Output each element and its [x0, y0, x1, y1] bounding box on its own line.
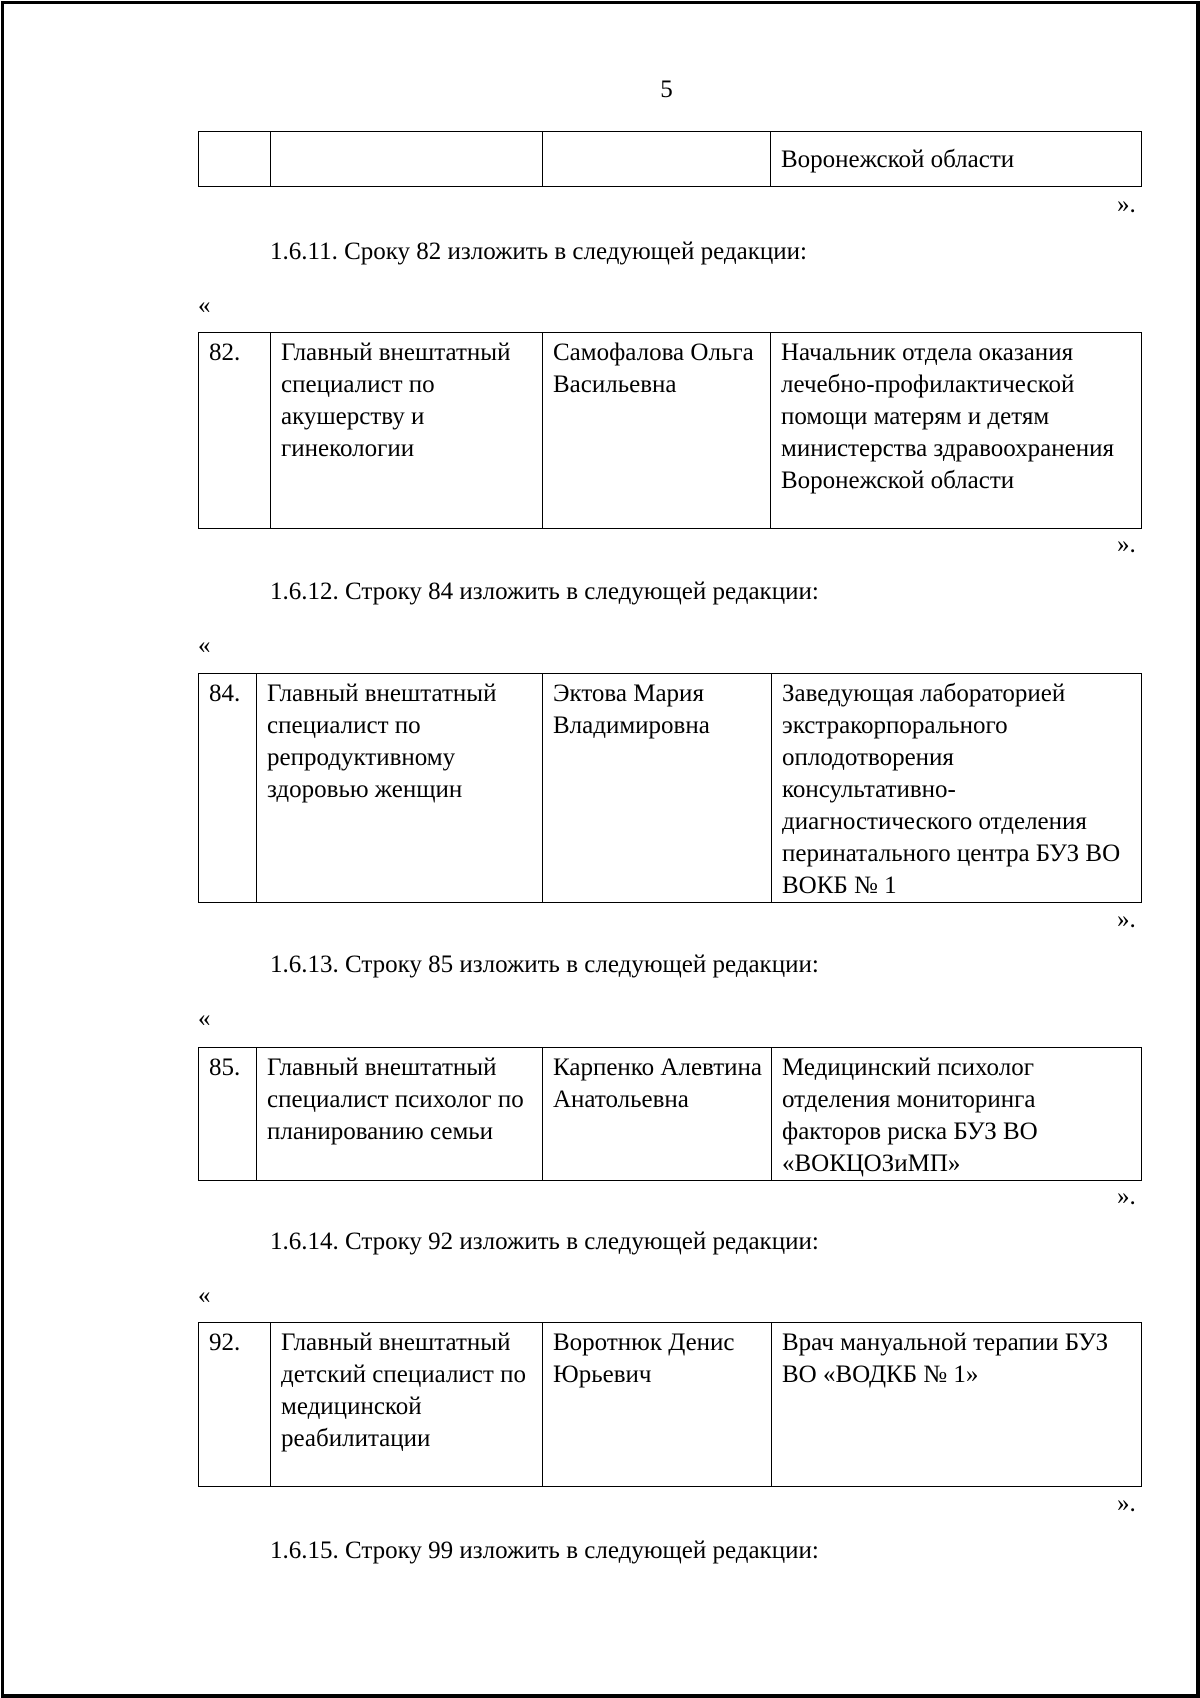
table-row	[199, 333, 1142, 529]
cell-workplace: Заведующая лабораторией экстракорпорального оплодотворения консультативно-диагностического отделения перинатального центра БУЗ ВО ВОКБ № 1	[772, 674, 1142, 903]
row-85-table	[198, 1047, 1142, 1181]
cell-workplace: Начальник отдела оказания лечебно-профилактической помощи матерям и детям министерства здравоохранения Воронежской области	[771, 333, 1142, 529]
section-heading-99: 1.6.15. Строку 99 изложить в следующей редакции:	[270, 1537, 819, 1564]
opening-quote: «	[198, 1005, 211, 1032]
cell-number: 84.	[199, 674, 257, 903]
opening-quote: «	[198, 292, 211, 319]
table-row	[199, 1048, 1142, 1181]
cell-number: 85.	[199, 1048, 257, 1181]
cell-workplace: Врач мануальной терапии БУЗ ВО «ВОДКБ № 1»	[772, 1323, 1142, 1487]
page-number: 5	[660, 76, 673, 103]
cell-name: Воротнюк Денис Юрьевич	[543, 1323, 772, 1487]
cell-number: 92.	[199, 1323, 271, 1487]
section-heading-82: 1.6.11. Сроку 82 изложить в следующей редакции:	[270, 238, 807, 265]
continuation-table	[198, 131, 1142, 187]
cell-workplace: Воронежской области	[771, 132, 1142, 187]
section-heading-84: 1.6.12. Строку 84 изложить в следующей редакции:	[270, 578, 819, 605]
cell-number	[199, 132, 271, 187]
section-heading-92: 1.6.14. Строку 92 изложить в следующей редакции:	[270, 1228, 819, 1255]
row-84-table	[198, 673, 1142, 903]
table-row	[199, 132, 1142, 187]
cell-position	[271, 132, 543, 187]
cell-position: Главный внештатный детский специалист по медицинской реабилитации	[271, 1323, 543, 1487]
closing-quote: ».	[1117, 191, 1136, 218]
cell-name: Эктова Мария Владимировна	[543, 674, 772, 903]
cell-name: Карпенко Алевтина Анатольевна	[543, 1048, 772, 1181]
row-92-table	[198, 1322, 1142, 1487]
cell-position: Главный внештатный специалист психолог по планированию семьи	[257, 1048, 543, 1181]
row-82-table	[198, 332, 1142, 529]
cell-workplace: Медицинский психолог отделения мониторинга факторов риска БУЗ ВО «ВОКЦОЗиМП»	[772, 1048, 1142, 1181]
opening-quote: «	[198, 632, 211, 659]
closing-quote: ».	[1117, 531, 1136, 558]
cell-position: Главный внештатный специалист по репродуктивному здоровью женщин	[257, 674, 543, 903]
closing-quote: ».	[1117, 906, 1136, 933]
cell-number: 82.	[199, 333, 271, 529]
closing-quote: ».	[1117, 1183, 1136, 1210]
table-row	[199, 1323, 1142, 1487]
cell-position: Главный внештатный специалист по акушерству и гинекологии	[271, 333, 543, 529]
opening-quote: «	[198, 1282, 211, 1309]
section-heading-85: 1.6.13. Строку 85 изложить в следующей редакции:	[270, 951, 819, 978]
cell-name	[543, 132, 771, 187]
closing-quote: ».	[1117, 1490, 1136, 1517]
cell-name: Самофалова Ольга Васильевна	[543, 333, 771, 529]
table-row	[199, 674, 1142, 903]
